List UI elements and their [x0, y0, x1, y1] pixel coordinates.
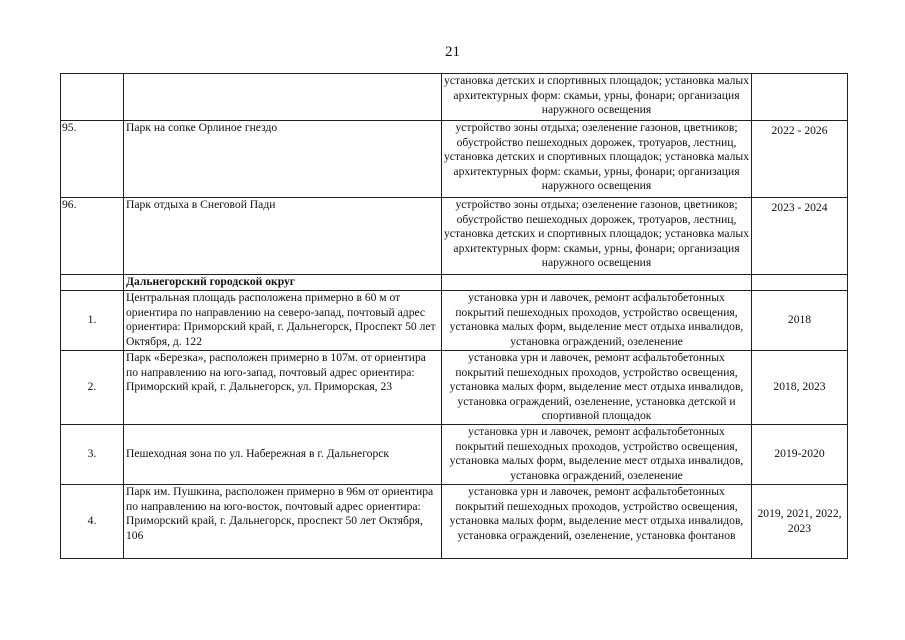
object-name: Парк отдыха в Снеговой Пади: [124, 198, 442, 275]
period: 2018, 2023: [752, 351, 848, 425]
improvement-table: [60, 73, 848, 559]
object-name: Парк на сопке Орлиное гнездо: [124, 121, 442, 198]
period: [752, 74, 848, 121]
row-number: 95.: [61, 121, 124, 198]
section-title: Дальнегорский городской округ: [124, 275, 442, 291]
period: 2022 - 2026: [752, 121, 848, 198]
object-name: [124, 74, 442, 121]
row-number: 3.: [61, 425, 124, 485]
empty-cell: [442, 275, 752, 291]
works-description: установка детских и спортивных площадок; установка малых архитектурных форм: скамьи, урны, фонари; организация наружного освещения: [442, 74, 752, 121]
period: 2018: [752, 291, 848, 351]
period: 2019-2020: [752, 425, 848, 485]
table-row: [61, 351, 848, 425]
table-row: [61, 425, 848, 485]
empty-cell: [752, 275, 848, 291]
table-row: [61, 198, 848, 275]
object-name: Пешеходная зона по ул. Набережная в г. Дальнегорск: [124, 425, 442, 485]
row-number: 2.: [61, 351, 124, 425]
object-name: Парк «Березка», расположен примерно в 107м. от ориентира по направлению на юго-запад, почтовый адрес ориентира: Приморский край, г. Дальнегорск, ул. Приморская, 23: [124, 351, 442, 425]
period: 2019, 2021, 2022, 2023: [752, 485, 848, 559]
table-row: [61, 485, 848, 559]
works-description: установка урн и лавочек, ремонт асфальтобетонных покрытий пешеходных проходов, устройство освещения, установка малых форм, выделение мест отдыха инвалидов, установка ограждений, озеленение, установка фонтанов: [442, 485, 752, 559]
row-number: 96.: [61, 198, 124, 275]
period: 2023 - 2024: [752, 198, 848, 275]
works-description: установка урн и лавочек, ремонт асфальтобетонных покрытий пешеходных проходов, устройство освещения, установка малых форм, выделение мест отдыха инвалидов, установка ограждений, озеленение: [442, 291, 752, 351]
row-number: 4.: [61, 485, 124, 559]
table-row: [61, 291, 848, 351]
works-description: устройство зоны отдыха; озеленение газонов, цветников; обустройство пешеходных дорожек, тротуаров, лестниц, установка детских и спортивных площадок; установка малых архитектурных форм: скамьи, урны, фонари; организация наружного освещения: [442, 121, 752, 198]
works-description: устройство зоны отдыха; озеленение газонов, цветников; обустройство пешеходных дорожек, тротуаров, лестниц, установка детских и спортивных площадок; установка малых архитектурных форм: скамьи, урны, фонари; организация наружного освещения: [442, 198, 752, 275]
empty-cell: [61, 275, 124, 291]
object-name: Центральная площадь расположена примерно в 60 м от ориентира по направлению на северо-запад, почтовый адрес ориентира: Приморский край, г. Дальнегорск, Проспект 50 лет Октября, д. 122: [124, 291, 442, 351]
section-row: [61, 275, 848, 291]
row-number: 1.: [61, 291, 124, 351]
row-number: [61, 74, 124, 121]
page-number: 21: [445, 44, 460, 60]
object-name: Парк им. Пушкина, расположен примерно в 96м от ориентира по направлению на юго-восток, почтовый адрес ориентира: Приморский край, г. Дальнегорск, проспект 50 лет Октября, 106: [124, 485, 442, 559]
works-description: установка урн и лавочек, ремонт асфальтобетонных покрытий пешеходных проходов, устройство освещения, установка малых форм, выделение мест отдыха инвалидов, установка ограждений, озеленение: [442, 425, 752, 485]
works-description: установка урн и лавочек, ремонт асфальтобетонных покрытий пешеходных проходов, устройство освещения, установка малых форм, выделение мест отдыха инвалидов, установка ограждений, озеленение, установка детской и спортивной площадок: [442, 351, 752, 425]
table-row: [61, 121, 848, 198]
table-row: [61, 74, 848, 121]
